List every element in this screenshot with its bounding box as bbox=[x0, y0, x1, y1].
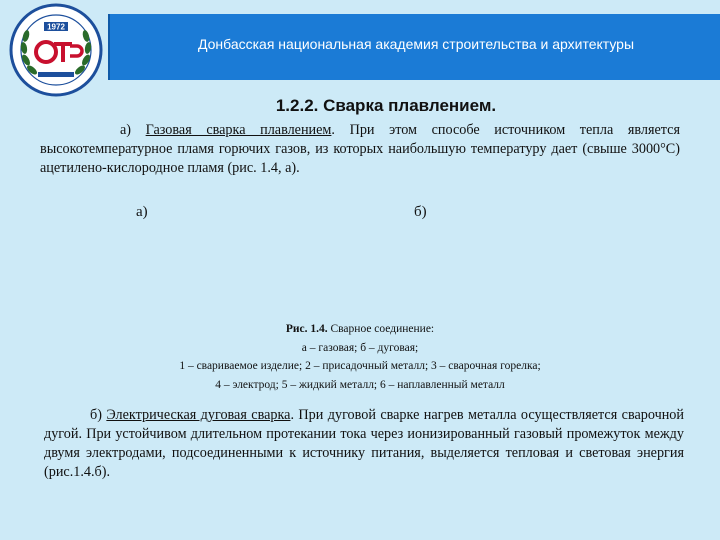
caption-line-4: 4 – электрод; 5 – жидкий металл; 6 – наплавленный металл bbox=[215, 378, 505, 391]
paragraph-lead: а) bbox=[120, 122, 146, 138]
academy-logo-icon bbox=[4, 2, 108, 98]
figure-label-b: б) bbox=[414, 204, 427, 220]
term-gas-welding: Газовая сварка плавлением bbox=[145, 122, 332, 138]
caption-line-2: а – газовая; б – дуговая; bbox=[301, 341, 419, 354]
paragraph-text: . При дуговой сварке нагрев металла осуществляется сварочной дугой. При устойчивом длительном протекании тока через ионизированный газовый промежуток между двумя электродами, подсоединенными к источнику питания, выделяется тепловая и световая энергия (рис.1.4.б). bbox=[44, 407, 684, 480]
paragraph-arc-welding bbox=[44, 406, 684, 482]
header-bar bbox=[108, 14, 720, 80]
figure-label-a: а) bbox=[136, 204, 148, 220]
paragraph-gas-welding bbox=[40, 121, 680, 178]
caption-line-3: 1 – свариваемое изделие; 2 – присадочный металл; 3 – сварочная горелка; bbox=[179, 360, 541, 372]
figure-caption bbox=[100, 320, 620, 394]
header-title: Донбасская национальная академия строительства и архитектуры bbox=[197, 36, 635, 52]
caption-title: Рис. 1.4. bbox=[285, 323, 328, 335]
paragraph-text: . При этом способе источником тепла является высокотемпературное пламя горючих газов, из которых наибольшую температуру дает (свыше 3000°С) ацетилено-кислородное пламя (рис. 1.4, а). bbox=[40, 122, 680, 176]
section-title: 1.2.2. Сварка плавлением. bbox=[275, 96, 497, 115]
caption-title-rest: Сварное соединение: bbox=[327, 323, 435, 335]
caption-line-1 bbox=[100, 320, 620, 339]
paragraph-lead: б) bbox=[90, 407, 107, 423]
logo-year: 1972 bbox=[47, 22, 65, 32]
term-arc-welding: Электрическая дуговая сварка bbox=[106, 407, 291, 423]
